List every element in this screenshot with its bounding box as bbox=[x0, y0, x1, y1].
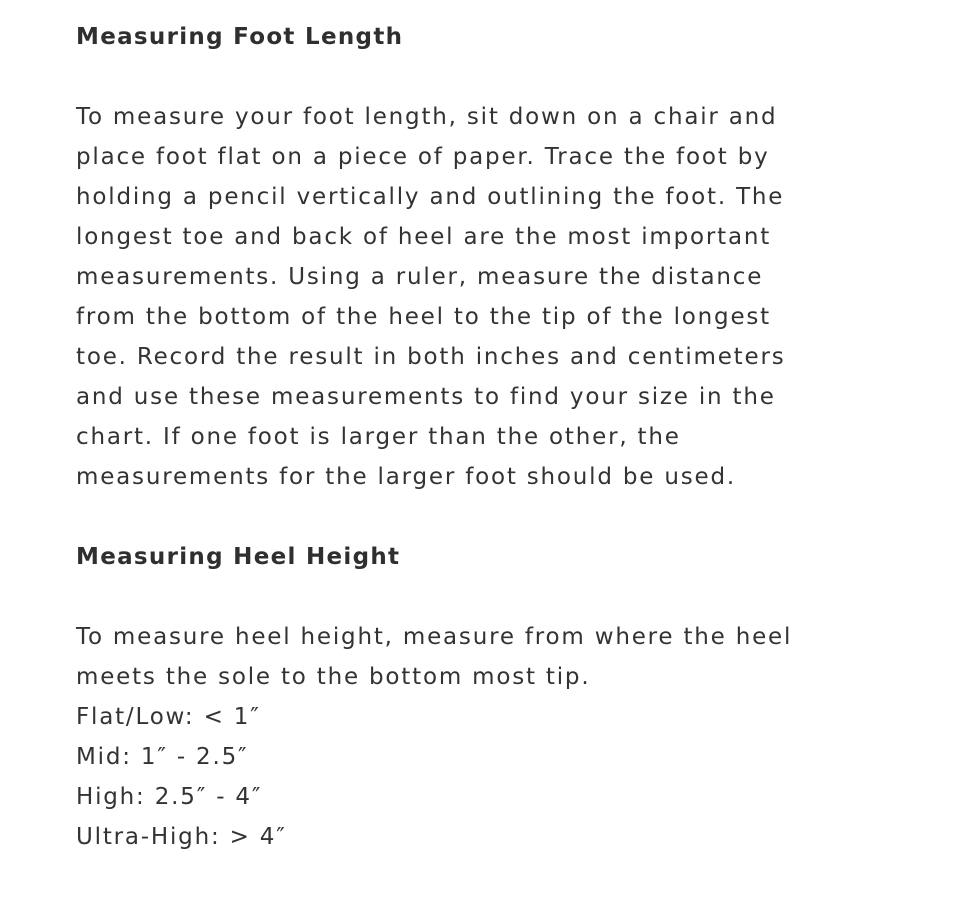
foot-length-line: and use these measurements to find your size in the bbox=[76, 384, 776, 410]
foot-length-line: measurements. Using a ruler, measure the distance bbox=[76, 264, 764, 290]
foot-length-line: from the bottom of the heel to the tip of the longest bbox=[76, 304, 772, 330]
size-guide-content bbox=[76, 17, 896, 857]
heel-height-high: High: 2.5″ - 4″ bbox=[76, 784, 263, 810]
foot-length-line: holding a pencil vertically and outlining the foot. The bbox=[76, 184, 785, 210]
foot-length-line: measurements for the larger foot should be used. bbox=[76, 464, 736, 490]
heel-height-line: To measure heel height, measure from where the heel bbox=[76, 624, 793, 650]
foot-length-line: chart. If one foot is larger than the other, the bbox=[76, 424, 681, 450]
foot-length-line: To measure your foot length, sit down on a chair and bbox=[76, 104, 778, 130]
heel-height-heading: Measuring Heel Height bbox=[76, 544, 401, 570]
foot-length-line: place foot flat on a piece of paper. Trace the foot by bbox=[76, 144, 770, 170]
spacer bbox=[76, 497, 896, 537]
foot-length-heading: Measuring Foot Length bbox=[76, 24, 404, 50]
heel-height-line: meets the sole to the bottom most tip. bbox=[76, 664, 591, 690]
spacer bbox=[76, 577, 896, 617]
heel-height-mid: Mid: 1″ - 2.5″ bbox=[76, 744, 249, 770]
heel-height-ultra-high: Ultra-High: > 4″ bbox=[76, 824, 287, 850]
heel-height-paragraph bbox=[76, 617, 896, 857]
foot-length-line: toe. Record the result in both inches and centimeters bbox=[76, 344, 786, 370]
foot-length-line: longest toe and back of heel are the most important bbox=[76, 224, 772, 250]
heel-height-flat-low: Flat/Low: < 1″ bbox=[76, 704, 261, 730]
spacer bbox=[76, 57, 896, 97]
foot-length-paragraph bbox=[76, 97, 896, 497]
